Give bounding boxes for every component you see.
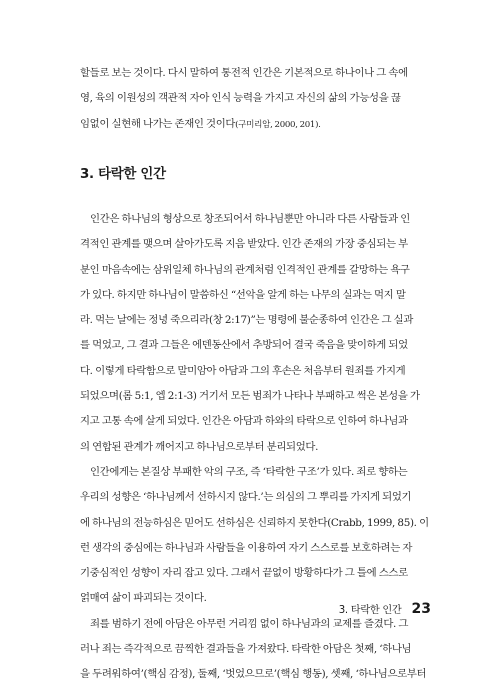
intro-paragraph	[80, 61, 431, 137]
body-line: 가 있다. 하지만 하나님이 말씀하신 “선악을 알게 하는 나무의 실과는 먹지 말	[80, 288, 406, 301]
body-line: 지고 고통 속에 살게 되었다. 인간은 아담과 하와의 타락으로 인하여 하나님과	[80, 415, 408, 428]
body-line: 의 연합된 관계가 깨어지고 하나님으로부터 분리되었다.	[80, 440, 319, 453]
page-footer	[339, 598, 431, 617]
body-line: 을 두려워하여’(핵심 감정), 둘째, ‘벗었으므로’(핵심 행동), 셋째, ‘하나님으로부터	[80, 668, 427, 681]
intro-line	[80, 112, 431, 137]
running-footer-title: 3. 타락한 인간	[338, 605, 402, 616]
body-line: 분인 마음속에는 삼위일체 하나님의 관계처럼 인격적인 관계를 갈망하는 욕구	[80, 263, 410, 276]
body-line: 격적인 관계를 맺으며 살아가도록 지음 받았다. 인간 존재의 가장 중심되는 부	[80, 238, 408, 251]
body-line: 다. 이렇게 타락함으로 말미암아 아담과 그의 후손은 처음부터 원죄를 가지게	[80, 364, 406, 377]
intro-line-text: 임없이 실현해 나가는 존재인 것이다	[80, 117, 236, 130]
body-line: 를 먹었고, 그 결과 그들은 에덴동산에서 추방되어 결국 죽음을 맞이하게 되었	[80, 339, 408, 352]
body-line: 기중심적인 성향이 자리 잡고 있다. 그래서 끝없이 방황하다가 그 틀에 스스로	[80, 567, 408, 580]
body-line: 되었으며(롬 5:1, 엡 2:1-3) 거기서 모든 범죄가 나타나 부패하고 썩은 본성을 가	[80, 390, 420, 403]
body-line: 런 생각의 중심에는 하나님과 사람들을 이용하여 자기 스스로를 보호하려는 자	[80, 541, 413, 554]
page-number: 23	[411, 601, 431, 617]
body-line: 인간에게는 본질상 부패한 악의 구조, 즉 ‘타락한 구조’가 있다. 죄로 향하는	[90, 465, 408, 478]
intro-line: 할들로 보는 것이다. 다시 말하여 통전적 인간은 기본적으로 하나이나 그 속에	[80, 67, 408, 79]
intro-line: 영, 육의 이원성의 객관적 자아 인식 능력을 가지고 자신의 삶의 가능성을 끊	[80, 92, 401, 105]
body-line: 에 하나님의 전능하심은 믿어도 선하심은 신뢰하지 못한다(Crabb, 1999, 85). 이	[80, 516, 429, 529]
body-line: 우리의 성향은 ‘하나님께서 선하시지 않다.’는 의심의 그 뿌리를 가지게 되었기	[80, 491, 412, 504]
body-line: 얽매여 삶이 파괴되는 것이다.	[80, 592, 207, 605]
body-line: 죄를 범하기 전에 아담은 아무런 거리낌 없이 하나님과의 교제를 즐겼다. 그	[90, 617, 409, 630]
intro-citation: (구미리암, 2000, 201).	[235, 119, 321, 130]
body-line: 러나 죄는 즉각적으로 끔찍한 결과들을 가져왔다. 타락한 아담은 첫째, ‘하나님	[80, 643, 412, 656]
section-heading: 3. 타락한 인간	[80, 167, 166, 182]
body-line: 인간은 하나님의 형상으로 창조되어서 하나님뿐만 아니라 다른 사람들과 인	[90, 213, 410, 225]
body-line: 라. 먹는 날에는 정녕 죽으리라(창 2:17)”는 명령에 불순종하여 인간은 그 실과	[80, 314, 414, 327]
